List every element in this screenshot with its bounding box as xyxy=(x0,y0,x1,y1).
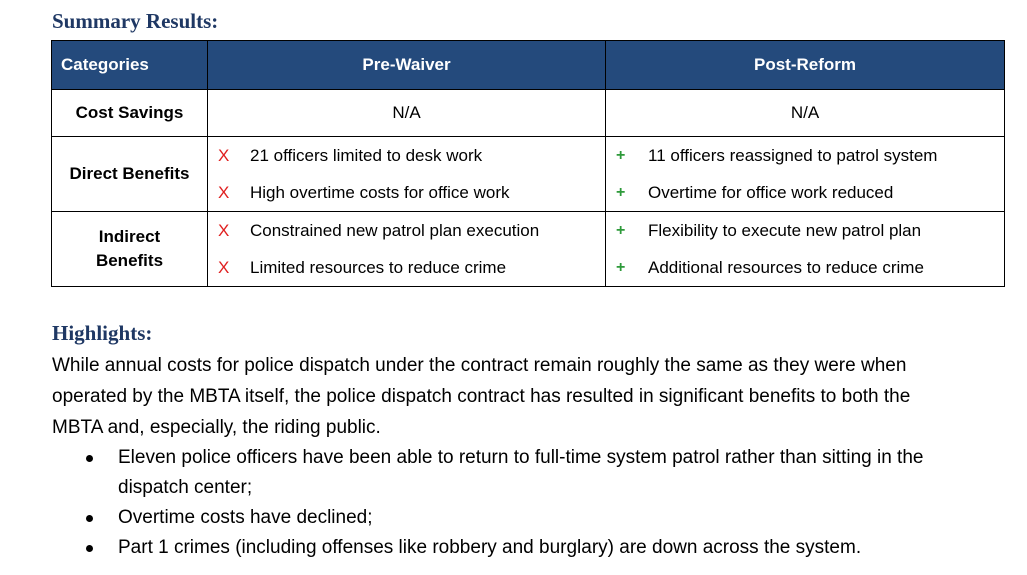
summary-table xyxy=(51,40,1005,287)
plus-mark-icon: + xyxy=(616,184,626,201)
bullet-icon xyxy=(86,455,93,462)
list-item xyxy=(208,212,605,249)
direct-post-item-1: 11 officers reassigned to patrol system xyxy=(648,146,938,165)
bullet-icon xyxy=(86,545,93,552)
list-item xyxy=(208,174,605,211)
indirect-pre-item-2: Limited resources to reduce crime xyxy=(250,258,507,277)
list-item xyxy=(606,249,1004,286)
column-header-post-reform: Post-Reform xyxy=(606,41,1005,90)
row-label-indirect-line2: Benefits xyxy=(95,251,164,270)
indirect-post-item-1: Flexibility to execute new patrol plan xyxy=(648,221,922,240)
list-item xyxy=(208,249,605,286)
plus-mark-icon: + xyxy=(616,222,626,239)
indirect-pre-item-1: Constrained new patrol plan execution xyxy=(250,221,540,240)
list-item xyxy=(606,174,1004,211)
direct-pre-item-1: 21 officers limited to desk work xyxy=(250,146,483,165)
bullet-text-1: Eleven police officers have been able to return to full-time system patrol rather than sitting in the dispatch center; xyxy=(118,447,924,498)
x-mark-icon: X xyxy=(218,221,230,240)
row-label-indirect-line1: Indirect xyxy=(98,227,161,246)
bullet-text-2: Overtime costs have declined; xyxy=(118,507,373,528)
bullet-text-3: Part 1 crimes (including offenses like robbery and burglary) are down across the system. xyxy=(118,537,862,558)
list-item xyxy=(52,533,952,563)
indirect-post-item-2: Additional resources to reduce crime xyxy=(648,258,924,277)
x-mark-icon: X xyxy=(218,183,230,202)
list-item xyxy=(52,503,952,533)
list-item xyxy=(208,137,605,174)
table-row-cost-savings xyxy=(52,90,1005,137)
table-row-direct-benefits xyxy=(52,137,1005,212)
direct-pre-cell xyxy=(208,137,606,212)
direct-pre-item-2: High overtime costs for office work xyxy=(250,183,510,202)
highlights-heading: Highlights: xyxy=(52,321,153,345)
plus-mark-icon: + xyxy=(616,147,626,164)
row-label-indirect-benefits xyxy=(52,212,208,287)
plus-mark-icon: + xyxy=(616,259,626,276)
table-row-indirect-benefits xyxy=(52,212,1005,287)
column-header-pre-waiver: Pre-Waiver xyxy=(208,41,606,90)
table-header-row xyxy=(52,41,1005,90)
indirect-pre-cell xyxy=(208,212,606,287)
list-item xyxy=(606,137,1004,174)
list-item xyxy=(606,212,1004,249)
cost-pre-value: N/A xyxy=(208,90,606,137)
row-label-direct-benefits: Direct Benefits xyxy=(52,137,208,212)
cost-post-value: N/A xyxy=(606,90,1005,137)
highlights-paragraph: While annual costs for police dispatch under the contract remain roughly the same as they were when operated by the MBTA itself, the police dispatch contract has resulted in significant benefits to both the MBTA and, especially, the riding public. xyxy=(52,355,911,438)
x-mark-icon: X xyxy=(218,146,230,165)
column-header-categories: Categories xyxy=(52,41,208,90)
bullet-icon xyxy=(86,515,93,522)
summary-heading: Summary Results: xyxy=(52,9,219,33)
row-label-cost-savings: Cost Savings xyxy=(52,90,208,137)
direct-post-item-2: Overtime for office work reduced xyxy=(648,183,894,202)
highlights-bullet-list xyxy=(52,443,952,563)
indirect-post-cell xyxy=(606,212,1005,287)
direct-post-cell xyxy=(606,137,1005,212)
list-item xyxy=(52,443,952,503)
x-mark-icon: X xyxy=(218,258,230,277)
